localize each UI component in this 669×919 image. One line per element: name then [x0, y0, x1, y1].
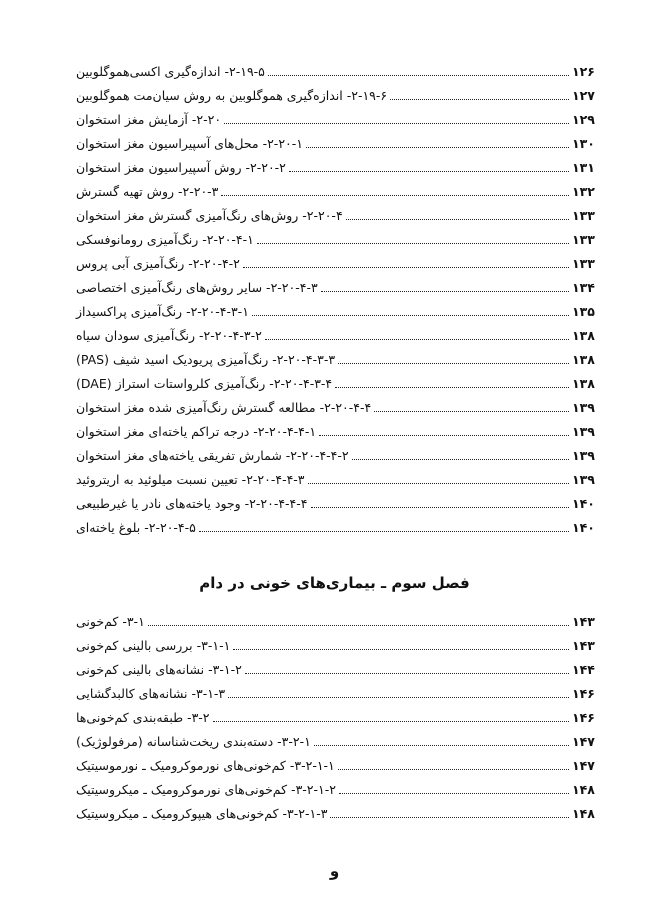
toc-entry: [76, 804, 610, 822]
toc-entry-page: ۱۳۹: [572, 448, 595, 463]
chapter-title: فصل سوم ـ بیماری‌های خونی در دام: [199, 574, 470, 592]
toc-entry-title: ۲-۲۰-۴- روش‌های رنگ‌آمیزی گسترش مغز استخوان: [76, 208, 343, 223]
toc-entry-title: ۳-۱-۳- نشانه‌های کالبدگشایی: [76, 686, 226, 701]
toc-entry-title: ۳-۱-۱- بررسی بالینی کم‌خونی: [76, 638, 231, 653]
toc-entry-page: ۱۲۶: [572, 64, 595, 79]
toc-entry-page: ۱۴۴: [572, 662, 595, 677]
toc-entry: [76, 110, 610, 128]
toc-entry-page: ۱۳۹: [572, 400, 595, 415]
toc-entry-page: ۱۳۸: [572, 328, 595, 343]
dot-leader: [374, 410, 569, 412]
toc-entry: [76, 494, 610, 512]
dot-leader: [338, 768, 569, 770]
dot-leader: [338, 362, 569, 364]
toc-entry-title: ۲-۲۰-۴-۴-۳- تعیین نسبت میلوئید به اریتروئید: [76, 472, 305, 487]
dot-leader: [221, 194, 569, 196]
toc-entry: [76, 446, 610, 464]
toc-entry: [76, 326, 610, 344]
dot-leader: [245, 672, 569, 674]
toc-entry-page: ۱۴۷: [572, 758, 595, 773]
dot-leader: [352, 458, 569, 460]
toc-entry-title: ۲-۲۰-۴-۳- سایر روش‌های رنگ‌آمیزی اختصاصی: [76, 280, 318, 295]
toc-entry: [76, 158, 610, 176]
toc-entry-page: ۱۴۰: [572, 496, 595, 511]
toc-entry-page: ۱۳۳: [572, 232, 595, 247]
toc-entry-page: ۱۳۳: [572, 208, 595, 223]
toc-entry-title: ۲-۲۰-۴-۵- بلوغ یاخته‌ای: [76, 520, 196, 535]
toc-entry-title: ۳-۱- کم‌خونی: [76, 614, 145, 629]
toc-entry: [76, 182, 610, 200]
toc-entry-title: ۲-۲۰-۴-۴- مطالعه گسترش رنگ‌آمیزی شده مغز استخوان: [76, 400, 372, 415]
toc-entry: [76, 612, 610, 630]
toc-entry: [76, 278, 610, 296]
dot-leader: [346, 218, 569, 220]
toc-entry-page: ۱۲۷: [572, 88, 595, 103]
toc-entry-page: ۱۴۰: [572, 520, 595, 535]
page-number: و: [329, 862, 340, 880]
dot-leader: [390, 98, 569, 100]
toc-entry-title: ۲-۲۰-۴-۴-۴- وجود یاخته‌های نادر یا غیرطبیعی: [76, 496, 308, 511]
toc-entry-title: ۲-۲۰-۱- محل‌های آسپیراسیون مغز استخوان: [76, 136, 303, 151]
dot-leader: [268, 74, 569, 76]
toc-entry-title: ۳-۲- طبقه‌بندی کم‌خونی‌ها: [76, 710, 210, 725]
toc-entry: [76, 660, 610, 678]
toc-entry-page: ۱۴۳: [572, 614, 595, 629]
toc-entry-page: ۱۳۱: [572, 160, 595, 175]
toc-entry: [76, 374, 610, 392]
toc-entry-title: ۲-۲۰-۴-۴-۲- شمارش تفریقی یاخته‌های مغز استخوان: [76, 448, 349, 463]
toc-entry: [76, 684, 610, 702]
toc-entry-page: ۱۴۶: [572, 710, 595, 725]
dot-leader: [330, 816, 569, 818]
toc-entry-page: ۱۳۵: [572, 304, 595, 319]
toc-entry: [76, 708, 610, 726]
dot-leader: [265, 338, 569, 340]
dot-leader: [311, 506, 570, 508]
toc-entry-page: ۱۲۹: [572, 112, 595, 127]
toc-entry: [76, 636, 610, 654]
toc-entry-title: ۳-۲-۱-۱- کم‌خونی‌های نورموکرومیک ـ نورموسیتیک: [76, 758, 335, 773]
dot-leader: [306, 146, 569, 148]
toc-entry-title: ۲-۲۰-۲- روش آسپیراسیون مغز استخوان: [76, 160, 286, 175]
dot-leader: [289, 170, 569, 172]
toc-entry-page: ۱۳۳: [572, 256, 595, 271]
toc-entry-title: ۲-۱۹-۵- اندازه‌گیری اکسی‌هموگلوبین: [76, 64, 265, 79]
toc-entry-title: ۳-۲-۱- دسته‌بندی ریخت‌شناسانه (مرفولوژیک): [76, 734, 311, 749]
dot-leader: [213, 720, 569, 722]
toc-entry: [76, 422, 610, 440]
toc-entry-title: ۲-۲۰-۴-۱- رنگ‌آمیزی رومانوفسکی: [76, 232, 254, 247]
toc-entry-title: ۲-۲۰-۴-۳-۳- رنگ‌آمیزی پریودیک اسید شیف (PAS): [76, 352, 336, 367]
toc-entry-title: ۲-۲۰-۴-۳-۴- رنگ‌آمیزی کلرواستات استراز (DAE): [76, 376, 333, 391]
toc-entry: [76, 780, 610, 798]
dot-leader: [228, 696, 569, 698]
toc-entry: [76, 350, 610, 368]
toc-entry-page: ۱۴۳: [572, 638, 595, 653]
toc-entry-page: ۱۳۸: [572, 376, 595, 391]
toc-entry-title: ۳-۲-۱-۲- کم‌خونی‌های نورموکرومیک ـ میکروسیتیک: [76, 782, 336, 797]
toc-entry-title: ۳-۱-۲- نشانه‌های بالینی کم‌خونی: [76, 662, 242, 677]
toc-entry: [76, 518, 610, 536]
toc-entry: [76, 254, 610, 272]
toc-entry-title: ۲-۲۰-۳- روش تهیه گسترش: [76, 184, 219, 199]
dot-leader: [319, 434, 569, 436]
dot-leader: [335, 386, 569, 388]
dot-leader: [233, 648, 569, 650]
dot-leader: [199, 530, 569, 532]
toc-entry-title: ۲-۲۰-۴-۳-۱- رنگ‌آمیزی پراکسیداز: [76, 304, 249, 319]
dot-leader: [339, 792, 569, 794]
toc-entry: [76, 398, 610, 416]
toc-entry-title: ۳-۲-۱-۳- کم‌خونی‌های هیپوکرومیک ـ میکروسیتیک: [76, 806, 328, 821]
toc-entry-page: ۱۳۲: [572, 184, 595, 199]
toc-entry: [76, 230, 610, 248]
dot-leader: [257, 242, 569, 244]
dot-leader: [314, 744, 569, 746]
toc-entry-page: ۱۳۹: [572, 424, 595, 439]
toc-entry: [76, 206, 610, 224]
toc-entry-page: ۱۴۶: [572, 686, 595, 701]
toc-entry-page: ۱۴۷: [572, 734, 595, 749]
toc-entry: [76, 470, 610, 488]
toc-entry-page: ۱۳۸: [572, 352, 595, 367]
toc-entry: [76, 134, 610, 152]
toc-entry-title: ۲-۲۰- آزمایش مغز استخوان: [76, 112, 222, 127]
toc-entry-title: ۲-۲۰-۴-۳-۲- رنگ‌آمیزی سودان سیاه: [76, 328, 262, 343]
toc-entry: [76, 302, 610, 320]
dot-leader: [252, 314, 569, 316]
dot-leader: [243, 266, 569, 268]
toc-entry-page: ۱۴۸: [572, 806, 595, 821]
toc-entry: [76, 86, 610, 104]
toc-entry: [76, 62, 610, 80]
toc-entry-page: ۱۳۴: [572, 280, 595, 295]
dot-leader: [148, 624, 569, 626]
toc-entry-page: ۱۳۹: [572, 472, 595, 487]
toc-entry-page: ۱۳۰: [572, 136, 595, 151]
toc-entry-title: ۲-۲۰-۴-۴-۱- درجه تراکم یاخته‌ای مغز استخوان: [76, 424, 317, 439]
dot-leader: [321, 290, 569, 292]
toc-entry-page: ۱۴۸: [572, 782, 595, 797]
toc-entry-title: ۲-۱۹-۶- اندازه‌گیری هموگلوبین به روش سیان‌مت هموگلوبین: [76, 88, 388, 103]
toc-entry-title: ۲-۲۰-۴-۲- رنگ‌آمیزی آبی پروس: [76, 256, 240, 271]
toc-entry: [76, 756, 610, 774]
toc-entry: [76, 732, 610, 750]
dot-leader: [308, 482, 569, 484]
dot-leader: [224, 122, 569, 124]
